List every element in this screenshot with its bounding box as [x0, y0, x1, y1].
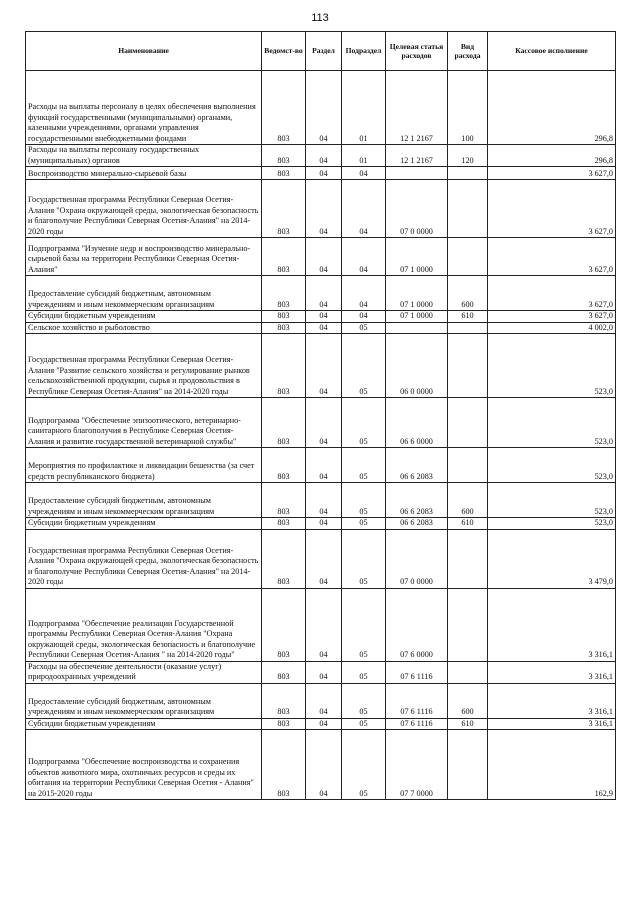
row-section: 04 — [306, 730, 342, 800]
row-expense-type — [448, 730, 488, 800]
row-section: 04 — [306, 167, 342, 180]
table-row — [26, 529, 616, 588]
row-name: Государственная программа Республики Северная Осетия-Алания "Охрана окружающей среды, экологическая безопасность и благополучие Республики Северная Осетия-Алания" на 2014-2020 годы — [26, 180, 262, 238]
row-section: 04 — [306, 276, 342, 311]
row-article — [386, 167, 448, 180]
row-subsection: 05 — [342, 683, 386, 718]
row-dept: 803 — [262, 683, 306, 718]
row-article: 07 0 0000 — [386, 529, 448, 588]
row-dept: 803 — [262, 238, 306, 276]
row-expense-type: 100 — [448, 71, 488, 145]
row-amount: 523,0 — [488, 398, 616, 448]
row-name: Подпрограмма "Обеспечение эпизоотического, ветеринарно-санитарного благополучия в Республике Северная Осетия-Алания и развитие государственной ветеринарной службы" — [26, 398, 262, 448]
row-subsection: 01 — [342, 71, 386, 145]
row-name: Расходы на обеспечение деятельности (оказание услуг) природоохранных учреждений — [26, 661, 262, 683]
row-expense-type: 120 — [448, 145, 488, 167]
row-expense-type — [448, 529, 488, 588]
row-amount: 3 627,0 — [488, 167, 616, 180]
row-name: Подпрограмма "Изучение недр и воспроизводство минерально-сырьевой базы на территории Республики Северная Осетия-Алания" — [26, 238, 262, 276]
row-article: 06 0 0000 — [386, 334, 448, 398]
row-name: Субсидии бюджетным учреждениям — [26, 718, 262, 730]
row-name: Подпрограмма "Обеспечение воспроизводства и сохранения объектов животного мира, охотничьих ресурсов и среды их обитания на территории Республики Северная Осетия - Алания" на 2015-2020 годы — [26, 730, 262, 800]
row-name: Субсидии бюджетным учреждениям — [26, 311, 262, 323]
row-expense-type — [448, 661, 488, 683]
row-section: 04 — [306, 683, 342, 718]
row-subsection: 05 — [342, 483, 386, 518]
row-article: 07 6 0000 — [386, 588, 448, 661]
row-section: 04 — [306, 180, 342, 238]
row-subsection: 04 — [342, 238, 386, 276]
row-amount: 296,8 — [488, 145, 616, 167]
row-amount: 523,0 — [488, 518, 616, 530]
row-name: Государственная программа Республики Северная Осетия-Алания "Развитие сельского хозяйства и регулирование рынков сельскохозяйственной продукции, сырья и продовольствия в Республике Северная Осетия-Алания" на 2014-2020 годы — [26, 334, 262, 398]
row-expense-type — [448, 448, 488, 483]
table-row — [26, 483, 616, 518]
row-dept: 803 — [262, 730, 306, 800]
row-dept: 803 — [262, 276, 306, 311]
row-amount: 296,8 — [488, 71, 616, 145]
row-article: 12 1 2167 — [386, 71, 448, 145]
table-row — [26, 311, 616, 323]
row-expense-type: 600 — [448, 683, 488, 718]
table-row — [26, 71, 616, 145]
row-article: 06 6 2083 — [386, 448, 448, 483]
row-section: 04 — [306, 238, 342, 276]
row-article: 07 1 0000 — [386, 238, 448, 276]
row-amount: 3 316,1 — [488, 661, 616, 683]
row-section: 04 — [306, 529, 342, 588]
row-name: Мероприятия по профилактике и ликвидации бешенства (за счет средств республиканского бюджета) — [26, 448, 262, 483]
header-name: Наименование — [26, 32, 262, 71]
row-article: 06 6 2083 — [386, 518, 448, 530]
row-subsection: 04 — [342, 311, 386, 323]
table-row — [26, 334, 616, 398]
row-section: 04 — [306, 661, 342, 683]
table-row — [26, 730, 616, 800]
row-name: Расходы на выплаты персоналу в целях обеспечения выполнения функций государственными (муниципальными) органами, казенными учреждениями, органами управления государственными внебюджетными фондами — [26, 71, 262, 145]
row-subsection: 05 — [342, 398, 386, 448]
row-dept: 803 — [262, 448, 306, 483]
table-row — [26, 322, 616, 334]
row-name: Предоставление субсидий бюджетным, автономным учреждениям и иным некоммерческим организациям — [26, 483, 262, 518]
row-article: 07 7 0000 — [386, 730, 448, 800]
header-dept: Ведомст-во — [262, 32, 306, 71]
row-section: 04 — [306, 448, 342, 483]
row-dept: 803 — [262, 483, 306, 518]
row-expense-type — [448, 167, 488, 180]
row-section: 04 — [306, 311, 342, 323]
row-expense-type: 610 — [448, 518, 488, 530]
row-amount: 3 627,0 — [488, 238, 616, 276]
row-amount: 3 316,1 — [488, 683, 616, 718]
row-article: 06 6 2083 — [386, 483, 448, 518]
row-amount: 3 627,0 — [488, 311, 616, 323]
table-header-row — [26, 32, 616, 71]
row-article: 07 6 1116 — [386, 718, 448, 730]
row-subsection: 05 — [342, 529, 386, 588]
row-subsection: 05 — [342, 661, 386, 683]
header-section: Раздел — [306, 32, 342, 71]
row-expense-type — [448, 238, 488, 276]
row-section: 04 — [306, 71, 342, 145]
row-dept: 803 — [262, 661, 306, 683]
row-expense-type: 600 — [448, 276, 488, 311]
row-name: Расходы на выплаты персоналу государственных (муниципальных) органов — [26, 145, 262, 167]
row-article: 07 0 0000 — [386, 180, 448, 238]
row-subsection: 04 — [342, 276, 386, 311]
row-dept: 803 — [262, 311, 306, 323]
table-row — [26, 238, 616, 276]
row-expense-type: 600 — [448, 483, 488, 518]
row-amount: 4 002,0 — [488, 322, 616, 334]
table-row — [26, 448, 616, 483]
row-subsection: 04 — [342, 167, 386, 180]
row-subsection: 04 — [342, 180, 386, 238]
row-amount: 523,0 — [488, 483, 616, 518]
table-row — [26, 180, 616, 238]
row-article: 07 1 0000 — [386, 276, 448, 311]
row-expense-type — [448, 398, 488, 448]
row-expense-type: 610 — [448, 311, 488, 323]
header-subsection: Подраздел — [342, 32, 386, 71]
row-dept: 803 — [262, 71, 306, 145]
row-name: Субсидии бюджетным учреждениям — [26, 518, 262, 530]
row-section: 04 — [306, 588, 342, 661]
row-dept: 803 — [262, 529, 306, 588]
row-name: Предоставление субсидий бюджетным, автономным учреждениям и иным некоммерческим организациям — [26, 276, 262, 311]
row-expense-type — [448, 322, 488, 334]
row-expense-type: 610 — [448, 718, 488, 730]
row-section: 04 — [306, 718, 342, 730]
row-expense-type — [448, 588, 488, 661]
row-dept: 803 — [262, 518, 306, 530]
table-row — [26, 167, 616, 180]
row-section: 04 — [306, 322, 342, 334]
row-dept: 803 — [262, 180, 306, 238]
table-row — [26, 398, 616, 448]
row-amount: 162,9 — [488, 730, 616, 800]
row-article: 07 6 1116 — [386, 661, 448, 683]
row-dept: 803 — [262, 145, 306, 167]
row-article: 07 6 1116 — [386, 683, 448, 718]
row-article — [386, 322, 448, 334]
budget-table — [25, 31, 616, 800]
row-dept: 803 — [262, 167, 306, 180]
table-row — [26, 145, 616, 167]
table-row — [26, 518, 616, 530]
table-row — [26, 276, 616, 311]
row-amount: 523,0 — [488, 448, 616, 483]
row-subsection: 05 — [342, 730, 386, 800]
row-name: Государственная программа Республики Северная Осетия-Алания "Охрана окружающей среды, экологическая безопасность и благополучие Республики Северная Осетия-Алания" на 2014-2020 годы — [26, 529, 262, 588]
row-dept: 803 — [262, 718, 306, 730]
row-dept: 803 — [262, 322, 306, 334]
row-section: 04 — [306, 145, 342, 167]
row-subsection: 01 — [342, 145, 386, 167]
row-expense-type — [448, 180, 488, 238]
row-subsection: 05 — [342, 718, 386, 730]
header-expense-type: Вид расхода — [448, 32, 488, 71]
row-subsection: 05 — [342, 448, 386, 483]
row-dept: 803 — [262, 398, 306, 448]
table-row — [26, 718, 616, 730]
header-amount: Кассовое исполнение — [488, 32, 616, 71]
row-subsection: 05 — [342, 334, 386, 398]
row-section: 04 — [306, 334, 342, 398]
row-amount: 523,0 — [488, 334, 616, 398]
row-name: Подпрограмма "Обеспечение реализации Государственной программы Республики Северная Осетия-Алания "Охрана окружающей среды, экологическая безопасность и благополучие Республики Северная Осетия-Алания " на 2014-2020 годы" — [26, 588, 262, 661]
row-subsection: 05 — [342, 518, 386, 530]
page-number: 113 — [311, 12, 329, 24]
row-article: 06 6 0000 — [386, 398, 448, 448]
table-row — [26, 588, 616, 661]
row-dept: 803 — [262, 334, 306, 398]
row-name: Сельское хозяйство и рыболовство — [26, 322, 262, 334]
row-expense-type — [448, 334, 488, 398]
row-section: 04 — [306, 483, 342, 518]
row-amount: 3 316,1 — [488, 588, 616, 661]
row-name: Предоставление субсидий бюджетным, автономным учреждениям и иным некоммерческим организациям — [26, 683, 262, 718]
row-section: 04 — [306, 518, 342, 530]
header-article: Целевая статья расходов — [386, 32, 448, 71]
table-row — [26, 683, 616, 718]
row-amount: 3 316,1 — [488, 718, 616, 730]
row-amount: 3 627,0 — [488, 276, 616, 311]
row-subsection: 05 — [342, 322, 386, 334]
row-article: 12 1 2167 — [386, 145, 448, 167]
row-subsection: 05 — [342, 588, 386, 661]
row-name: Воспроизводство минерально-сырьевой базы — [26, 167, 262, 180]
row-section: 04 — [306, 398, 342, 448]
row-amount: 3 627,0 — [488, 180, 616, 238]
row-amount: 3 479,0 — [488, 529, 616, 588]
row-article: 07 1 0000 — [386, 311, 448, 323]
table-row — [26, 661, 616, 683]
row-dept: 803 — [262, 588, 306, 661]
